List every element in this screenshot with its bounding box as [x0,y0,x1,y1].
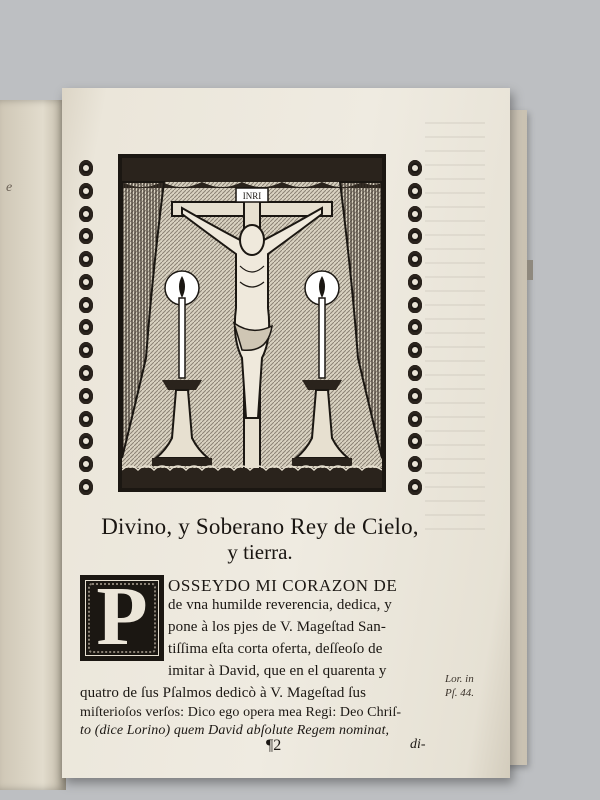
left-page-mark: e [6,180,13,195]
body-line: to (dice Lorino) quem David abſolute Regem nominat, [80,723,390,738]
body-line: pone à los pjes de V. Mageſtad San- [168,619,386,635]
body-line: OSSEYDO MI CORAZON DE [168,576,398,595]
heading-line-2: y tierra. [227,540,293,564]
page-tab [527,260,533,280]
facing-left-page [0,100,66,790]
crucifix-illustration [122,158,382,488]
body-line: quatro de ſus Pſalmos dedicò à V. Mageſtad ſus [80,685,367,701]
body-line: tiſſima eſta corta oferta, deſſeoſo de [168,641,383,657]
ornament-border-right [404,160,426,495]
marginal-note-line-1: Lor. in [445,673,474,685]
marginal-note-line-2: Pſ. 44. [445,687,475,699]
show-through-text [425,110,485,530]
ornament-border-left [75,160,97,495]
initial-letter: P [96,570,148,663]
body-line: miſterioſos verſos: Dico ego opera mea Regi: Deo Chriſ- [80,705,402,720]
inri-text: INRI [242,191,262,201]
body-line: de vna humilde reverencia, dedica, y [168,597,392,613]
signature-mark: ¶2 [266,737,282,754]
heading-line-1: Divino, y Soberano Rey de Cielo, [101,514,419,539]
crucifix-woodcut [118,154,386,492]
catchword: di- [410,737,426,752]
body-line: imitar à David, que en el quarenta y [168,663,387,679]
decorated-initial [80,570,164,663]
